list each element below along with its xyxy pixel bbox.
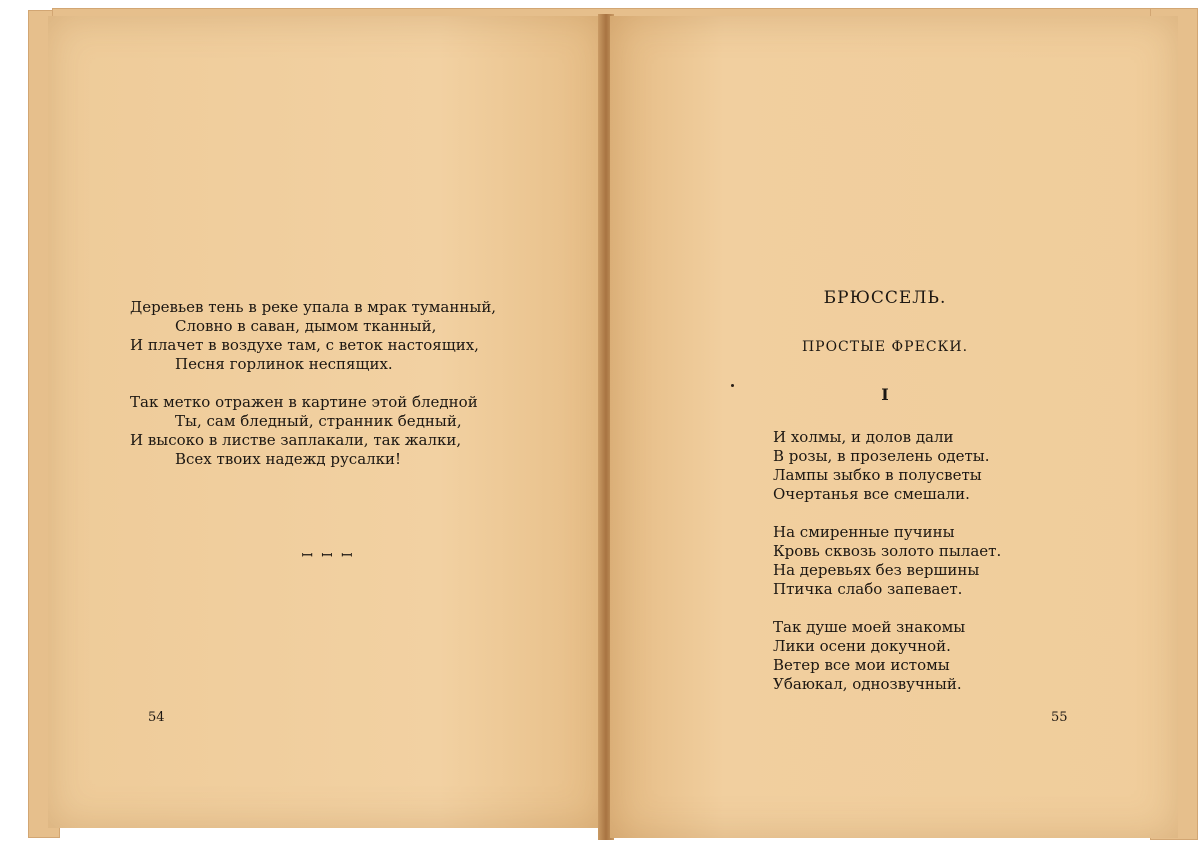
verse-line: Птичка слабо запевает.: [773, 580, 963, 598]
poem-title: БРЮССЕЛЬ.: [823, 288, 947, 308]
page-number-left: 54: [148, 710, 165, 725]
stanza: [773, 428, 1001, 504]
right-poem: [773, 428, 1001, 694]
stanza: [773, 523, 1001, 599]
left-poem: [130, 298, 496, 469]
verse-line: Деревьев тень в реке упала в мрак туманный,: [130, 298, 497, 316]
verse-line: И высоко в листве заплакали, так жалки,: [130, 431, 462, 449]
stanza: [130, 298, 496, 374]
verse-line: Всех твоих надежд русалки!: [175, 450, 402, 468]
verse-line: Песня горлинок неспящих.: [175, 355, 393, 373]
verse-line: Ветер все мои истомы: [773, 656, 950, 674]
verse-line: Очертанья все смешали.: [773, 485, 970, 503]
section-ornament: ꟷ ꟷ ꟷ: [301, 548, 355, 564]
verse-line: В розы, в прозелень одеты.: [773, 447, 990, 465]
verse-line: Лампы зыбко в полусветы: [773, 466, 982, 484]
verse-line: Словно в саван, дымом тканный,: [175, 317, 437, 335]
verse-line: На деревьях без вершины: [773, 561, 980, 579]
left-page: [48, 16, 606, 828]
verse-line: Лики осени докучной.: [773, 637, 951, 655]
stanza: [130, 393, 496, 469]
ink-speck: [731, 384, 734, 387]
verse-line: Так метко отражен в картине этой бледной: [130, 393, 478, 411]
verse-line: Ты, сам бледный, странник бедный,: [175, 412, 462, 430]
verse-line: Так душе моей знакомы: [773, 618, 966, 636]
right-page: [610, 16, 1178, 838]
stanza: [773, 618, 1001, 694]
poem-subtitle: ПРОСТЫЕ ФРЕСКИ.: [801, 339, 969, 355]
verse-line: Убаюкал, однозвучный.: [773, 675, 962, 693]
verse-line: Кровь сквозь золото пылает.: [773, 542, 1002, 560]
verse-line: И холмы, и долов дали: [773, 428, 954, 446]
section-number: I: [881, 385, 889, 404]
verse-line: И плачет в воздухе там, с веток настоящих,: [130, 336, 479, 354]
page-number-right: 55: [1051, 710, 1068, 725]
verse-line: На смиренные пучины: [773, 523, 955, 541]
